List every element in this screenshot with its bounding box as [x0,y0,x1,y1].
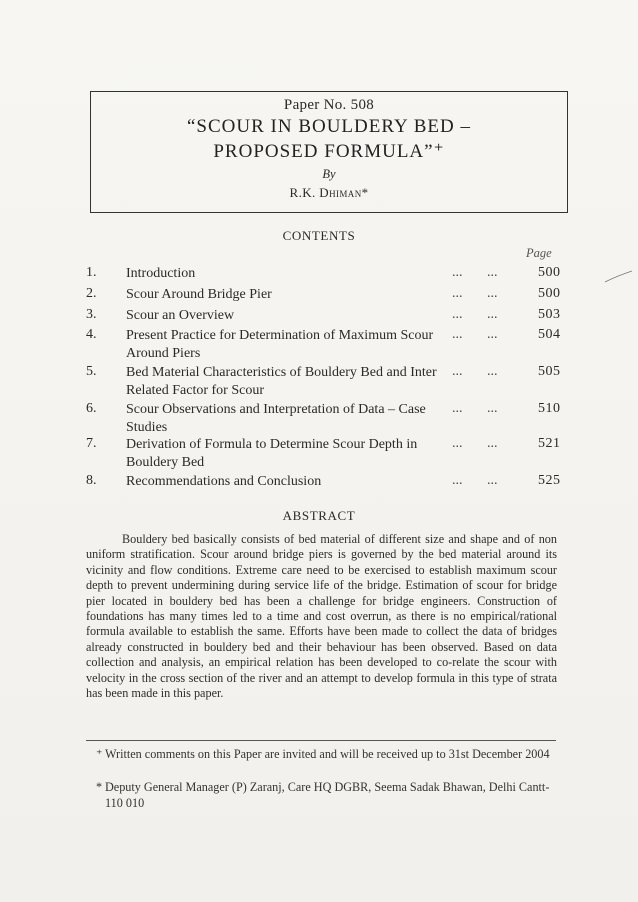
paper-number: Paper No. 508 [283,97,375,113]
toc-leader: ... [452,473,463,488]
toc-number: 6. [86,401,97,416]
author-name: R.K. Dhiman* [289,185,369,200]
toc-number: 4. [86,327,97,342]
toc-page-number: 504 [538,327,561,342]
toc-page-number: 525 [538,473,561,488]
abstract-heading: ABSTRACT [282,508,356,523]
toc-leader: ... [452,436,463,451]
toc-page-number: 510 [538,401,561,416]
toc-number: 5. [86,364,97,379]
toc-leader: ... [487,307,498,322]
toc-number: 1. [86,265,97,280]
toc-title: Introduction [126,266,196,281]
toc-number: 8. [86,473,97,488]
toc-title: Present Practice for Determination of Maximum Scour Around Piers [126,328,434,361]
toc-leader: ... [452,286,463,301]
footnote [96,780,557,811]
page-column-label: Page [526,246,552,260]
toc-page-number: 500 [538,265,561,280]
footnote-text: Deputy General Manager (P) Zaranj, Care HQ DGBR, Seema Sadak Bhawan, Delhi Cantt-110 010 [105,780,550,810]
pen-stroke-icon [605,270,633,284]
toc-leader: ... [487,265,498,280]
toc-leader: ... [487,436,498,451]
toc-page-number: 521 [538,436,561,451]
contents-heading: CONTENTS [282,228,356,243]
toc-leader: ... [487,401,498,416]
footnote-mark: * [96,780,103,794]
title-box [90,91,568,213]
toc-page-number: 505 [538,364,561,379]
toc-number: 2. [86,286,97,301]
toc-page-number: 500 [538,286,561,301]
footnote-divider [86,740,556,741]
toc-leader: ... [487,286,498,301]
toc-title: Scour an Overview [126,308,235,323]
toc-leader: ... [452,265,463,280]
toc-leader: ... [487,364,498,379]
toc-title: Scour Observations and Interpretation of Data – Case Studies [126,402,426,435]
toc-title: Recommendations and Conclusion [126,474,322,489]
paper-title-line-2: PROPOSED FORMULA”⁺ [213,141,445,162]
toc-leader: ... [452,327,463,342]
paper-title-line-1: “SCOUR IN BOULDERY BED – [186,116,472,137]
abstract-text: Bouldery bed basically consists of bed material of different size and shape and of non uniform stratification. Scour around bridge piers is governed by the bed material around its vicinity and flow conditions. Extreme care need to be exercised to establish maximum scour depth to prevent undermining during service life of the bridge. Estimation of scour for bridge pier located in bouldery bed has been a challenge for bridge engineers. Construction of foundations has many times led to a time and cost overrun, as there is no empirical/rational formula available to establish the same. Efforts have been made to collect the data of bridges already constructed in bouldery bed and their behaviour has been observed. Based on data collection and analysis, an empirical relation has been developed to co-relate the scour with velocity in the cross section of the river and an attempt to develop formula in this type of strata has been made in this paper. [86,532,557,701]
toc-leader: ... [452,307,463,322]
toc-title: Scour Around Bridge Pier [126,287,272,302]
toc-number: 7. [86,436,97,451]
footnote-mark: ⁺ [96,747,103,761]
footnote-text: Written comments on this Paper are invited and will be received up to 31st December 2004 [105,747,550,761]
toc-title: Bed Material Characteristics of Bouldery Bed and Inter Related Factor for Scour [126,365,437,398]
toc-leader: ... [452,364,463,379]
toc-leader: ... [487,327,498,342]
by-label: By [322,167,336,181]
footnote [96,747,557,763]
toc-leader: ... [452,401,463,416]
toc-number: 3. [86,307,97,322]
toc-leader: ... [487,473,498,488]
toc-page-number: 503 [538,307,561,322]
toc-title: Derivation of Formula to Determine Scour Depth in Bouldery Bed [126,437,418,470]
